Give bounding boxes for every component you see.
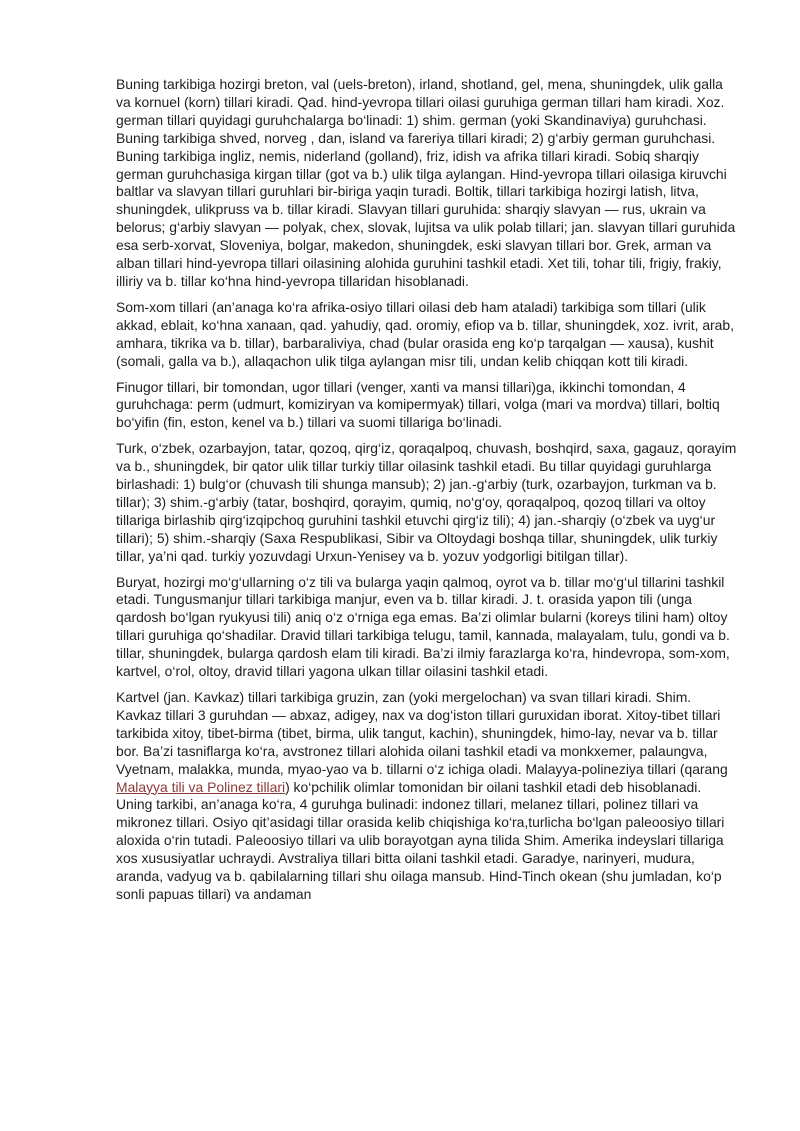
malayya-polinez-link[interactable]: Malayya tili va Polinez tillari — [116, 778, 286, 795]
paragraph-finno-ugric: Finugor tillari, bir tomondan, ugor tillari (venger, xanti va mansi tillari)ga, ikkinchi tomondan, 4 guruhchaga: perm (udmurt, komiziryan va komipermyak) tillari, volga (mari va mordva) tillari, boltiq bo‘yifin (fin, eston, kenel va b.) tillari va suomi tillariga bo‘linadi. — [116, 378, 720, 431]
paragraph-text-before-link: Kartvel (jan. Kavkaz) tillari tarkibiga gruzin, zan (yoki mergelochan) va svan tillari kiradi. Shim. Kavkaz tillari 3 guruhdan — abxaz, adigey, nax va dog‘iston tillari guruxidan iborat. Xitoy-tibet tillari tarkibida xitoy, tibet-birma (tibet, birma, ulik tangut, kachin), shuningdek, himo-lay, nevar va b. tillar bor. Ba’zi tasniflarga ko‘ra, avstronez tillari alohida oilani tashkil etadi va monkxemer, palaungva, Vyetnam, malakka, munda, myao-yao va b. tillarni o‘z ichiga oladi. Malayya-polineziya tillari (qarang — [116, 689, 728, 777]
paragraph-text-after-link: ) ko‘pchilik olimlar tomonidan bir oilani tashkil etadi deb hisoblanadi. Uning tarkibi, an’anaga ko‘ra, 4 guruhga bulinadi: indonez tillari, melanez tillari, polinez tillari va mikronez tillari. Osiyo qit’asidagi tillar orasida kelib chiqishiga ko‘ra,turlicha bo‘lgan paleoosiyo tillari aloxida o‘rin tutadi. Paleoosiyo tillari va ulib borayotgan ayna tilida Shim. Amerika indeyslari tillariga xos xususiyatlar uchraydi. Avstraliya tillari bitta oilani tashkil etadi. Garadye, narinyeri, mudura, aranda, vadyug va b. qabilalarning tillari shu oilaga mansub. Hind-Tinch okean (shu jumladan, ko‘p sonli papuas tillari) va andaman — [116, 778, 725, 902]
paragraph-mongolic-dravidian: Buryat, hozirgi mo‘g‘ullarning o‘z tili va bularga yaqin qalmoq, oyrot va b. tillar mo‘g‘ul tillarini tashkil etadi. Tungusmanjur tillari tarkibiga manjur, even va b. tillar kiradi. J. t. orasida yapon tili (unga qardosh bo‘lgan ryukyusi tili) aniq o‘z o‘rniga ega emas. Ba’zi olimlar bularni (koreys tilini ham) oltoy tillari guruhiga qo‘shadilar. Dravid tillari tarkibiga telugu, tamil, kannada, malayalam, tulu, gondi va b. tillar, shuningdek, bularga qardosh elam tili kiradi. Ba’zi ilmiy farazlarga ko‘ra, hindevropa, som-xom, kartvel, o‘rol, oltoy, dravid tillari yagona ulkan tillar oilasini tashkil etadi. — [116, 573, 730, 680]
paragraph-semitic-hamitic: Som-xom tillari (an’anaga ko‘ra afrika-osiyo tillari oilasi deb ham ataladi) tarkibiga som tillari (ulik akkad, eblait, ko‘hna xanaan, qad. yahudiy, qad. oromiy, efiop va b. tillar, shuningdek, xoz. ivrit, arab, amhara, tikrika va b. tillar), barbaraliviya, chad (bular orasida eng ko‘p tarqalgan — xausa), kushit (somali, galla va b.), allaqachon ulik tilga aylangan misr tili, undan kelib chiqqan kott tili kiradi. — [116, 298, 734, 369]
document-page — [116, 76, 740, 912]
paragraph-turkic: Turk, o‘zbek, ozarbayjon, tatar, qozoq, qirg‘iz, qoraqalpoq, chuvash, boshqird, saxa, gagauz, qorayim va b., shuningdek, bir qator ulik tillar turkiy tillar oilasink tashkil etadi. Bu tillar quyidagi guruhlarga birlashadi: 1) bulg‘or (chuvash tili shunga mansub); 2) jan.-g‘arbiy (turk, ozarbayjon, turkman va b. tillar); 3) shim.-g‘arbiy (tatar, boshqird, qorayim, qumiq, no‘g‘oy, qoraqalpoq, qozoq tillari va oltoy tillariga birlashib qirg‘izqipchoq guruhini tashkil etuvchi qirg‘iz tili); 4) jan.-sharqiy (o‘zbek va uyg‘ur tillari); 5) shim.-sharqiy (Saxa Respublikasi, Sibir va Oltoydagi boshqa tillar, shuningdek, ulik turkiy tillar, ya’ni qad. turkiy yozuvdagi Urxun-Yenisey va b. yozuv yodgorligi bitilgan tillar). — [116, 440, 737, 564]
paragraph-celtic-germanic-slavic: Buning tarkibiga hozirgi breton, val (uels-breton), irland, shotland, gel, mena, shuningdek, ulik galla va kornuel (korn) tillari kiradi. Qad. hind-yevropa tillari oilasi guruhiga german tillari ham kiradi. Xoz. german tillari quyidagi guruhchalarga bo‘linadi: 1) shim. german (yoki Skandinaviya) guruhchasi. Buning tarkibiga shved, norveg , dan, island va fareriya tillari kiradi; 2) g‘arbiy german guruhchasi. Buning tarkibiga ingliz, nemis, niderland (golland), friz, idish va afrika tillari kiradi. Sobiq sharqiy german guruhchasiga kirgan tillar (got va b.) ulik tilga aylangan. Hind-yevropa tillari oilasiga kiruvchi baltlar va slavyan tillari guruhlari bir-biriga yaqin turadi. Boltik, tillari tarkibiga hozirgi latish, litva, shuningdek, ulikpruss va b. tillar kiradi. Slavyan tillari guruhida: sharqiy slavyan — rus, ukrain va belorus; g‘arbiy slavyan — polyak, chex, slovak, lujitsa va ulik polab tillari; jan. slavyan tillari guruhida esa serb-xorvat, Sloveniya, bolgar, makedon, shuningdek, eski slavyan tillari bor. Grek, arman va alban tillari hind-yevropa tillari oilasining alohida guruhini tashkil etadi. Xet tili, tohar tili, frigiy, frakiy, illiriy va b. tillar ko‘hna hind-yevropa tillaridan hisoblanadi. — [116, 76, 736, 289]
paragraph-kartvelian-austronesian — [116, 689, 740, 904]
